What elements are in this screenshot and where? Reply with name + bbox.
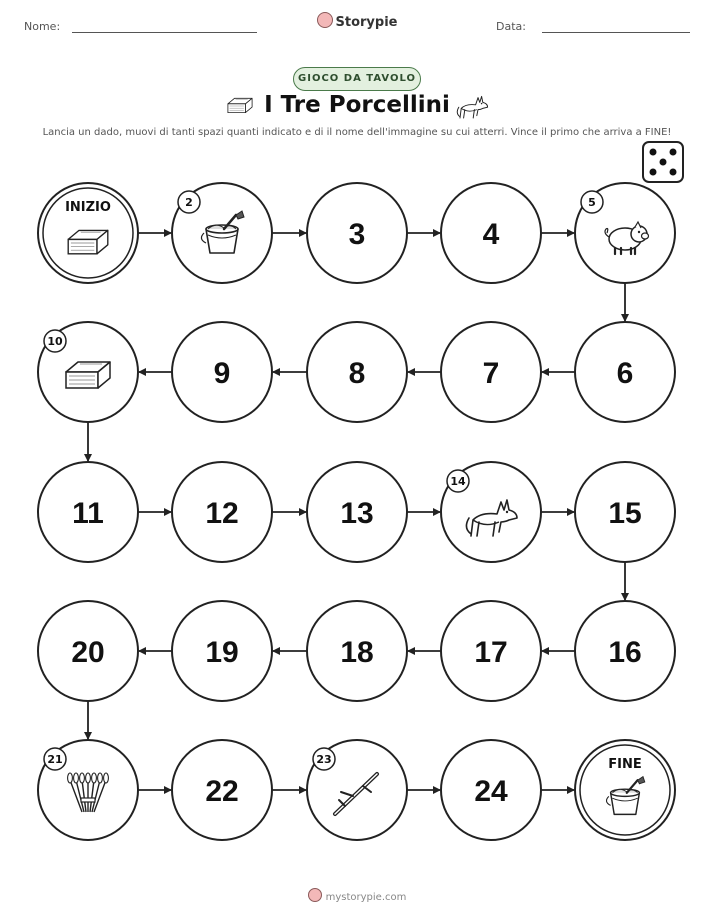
start-label: INIZIO: [65, 200, 111, 215]
board-space-24: [441, 740, 541, 840]
board-space-20: [38, 601, 138, 701]
board-space-25: [575, 740, 675, 840]
space-number: 24: [474, 775, 508, 808]
board-space-6: [575, 322, 675, 422]
dice-icon: [643, 142, 683, 182]
board-space-13: [307, 462, 407, 562]
space-number: 8: [348, 357, 366, 390]
board-space-23: [307, 740, 407, 840]
space-number: 19: [205, 636, 239, 669]
space-number: 21: [47, 753, 63, 766]
space-number: 15: [608, 497, 642, 530]
name-label: Nome:: [24, 20, 61, 33]
space-number: 18: [340, 636, 374, 669]
brick-icon: [68, 230, 108, 253]
space-number: 17: [474, 636, 508, 669]
board-space-12: [172, 462, 272, 562]
space-number: 9: [213, 357, 231, 390]
brand-name: Storypie: [335, 15, 398, 30]
brick-icon: [66, 362, 110, 388]
space-number: 23: [316, 753, 332, 766]
space-number: 7: [482, 357, 500, 390]
space-number: 14: [450, 475, 466, 488]
space-number: 5: [588, 196, 596, 209]
board-space-10: [38, 322, 138, 422]
end-label: FINE: [608, 757, 642, 772]
game-type-badge: GIOCO DA TAVOLO: [293, 67, 421, 91]
space-number: 20: [71, 636, 105, 669]
board-space-16: [575, 601, 675, 701]
board-space-2: [172, 183, 272, 283]
space-number: 2: [185, 196, 193, 209]
space-number: 13: [340, 497, 374, 530]
space-number: 12: [205, 497, 239, 530]
board-space-8: [307, 322, 407, 422]
space-number: 3: [348, 218, 366, 251]
space-number: 16: [608, 636, 642, 669]
space-number: 22: [205, 775, 239, 808]
board-space-3: [307, 183, 407, 283]
board-space-1: [38, 183, 138, 283]
board-space-14: [441, 462, 541, 562]
space-number: 4: [482, 218, 500, 251]
pig-logo-icon: [308, 888, 322, 902]
board-space-22: [172, 740, 272, 840]
date-label: Data:: [496, 20, 526, 33]
board-space-11: [38, 462, 138, 562]
board-space-5: [575, 183, 675, 283]
board-space-7: [441, 322, 541, 422]
wolf-icon: [457, 96, 487, 118]
board-space-21: [38, 740, 138, 840]
board-space-18: [307, 601, 407, 701]
space-number: 11: [72, 497, 104, 530]
board-space-19: [172, 601, 272, 701]
brick-icon: [228, 98, 252, 112]
footer-url: mystorypie.com: [325, 892, 407, 903]
board-space-9: [172, 322, 272, 422]
board-space-15: [575, 462, 675, 562]
page-title: I Tre Porcellini: [264, 92, 450, 118]
instructions: Lancia un dado, muovi di tanti spazi quanti indicato e di il nome dell'immagine su cui atterri. Vince il primo che arriva a FINE!: [42, 127, 672, 138]
space-number: 10: [47, 335, 63, 348]
board-space-4: [441, 183, 541, 283]
space-number: 6: [616, 357, 634, 390]
board-space-17: [441, 601, 541, 701]
footer: [0, 888, 714, 903]
